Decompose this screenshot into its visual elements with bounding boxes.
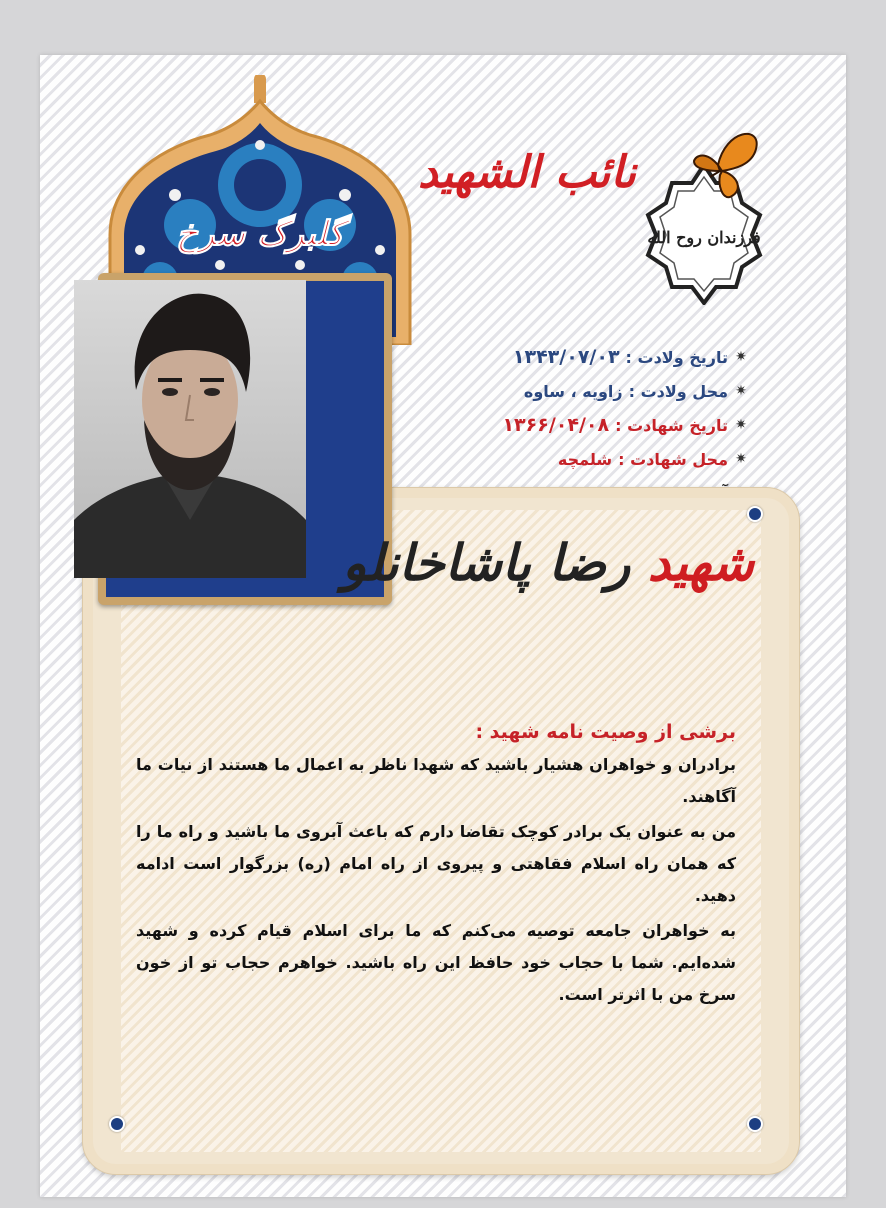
info-label: محل ولادت : xyxy=(628,381,728,401)
star-bullet-icon: ✷ xyxy=(735,451,747,467)
info-value: زاویه ، ساوه xyxy=(523,381,623,401)
will-excerpt xyxy=(136,715,736,1014)
name-full: رضا پاشاخانلو xyxy=(342,533,631,592)
star-bullet-icon: ✷ xyxy=(735,349,747,365)
martyr-name xyxy=(342,533,754,592)
name-prefix: شهید xyxy=(647,533,754,592)
info-value: ۱۳۶۶/۰۴/۰۸ xyxy=(502,414,610,436)
will-paragraph: به خواهران جامعه توصیه می‌کنم که ما برای اسلام قیام کرده و شهید شده‌ایم. شما با حجاب خود حافظ این راه باشید. خواهرم حجاب تو از خون سرخ من با اثرتر است. xyxy=(136,921,736,1004)
corner-dot-icon xyxy=(747,506,763,522)
info-value: شلمچه xyxy=(557,449,613,469)
emblem-badge xyxy=(634,125,774,305)
info-label: محل شهادت : xyxy=(618,449,728,469)
will-title: برشی از وصیت نامه شهید : xyxy=(475,721,736,743)
will-paragraph: برادران و خواهران هشیار باشید که شهدا ناظر به اعمال ما هستند از نیات ما آگاهند. xyxy=(136,755,736,806)
star-bullet-icon: ✷ xyxy=(735,417,747,433)
star-bullet-icon: ✷ xyxy=(735,383,747,399)
info-birth-date xyxy=(388,340,748,374)
martyr-portrait xyxy=(74,280,306,578)
info-value: ۱۳۴۳/۰۷/۰۳ xyxy=(512,346,620,368)
poster-heading: نائب الشهید xyxy=(418,147,636,198)
info-martyrdom-date xyxy=(388,408,748,442)
will-paragraph: من به عنوان یک برادر کوچک تقاضا دارم که باعث آبروی ما باشید و راه ما را که همان راه اسلام فقاهتی و پیروی از راه امام (ره) بزرگوار است ادامه دهید. xyxy=(136,822,736,905)
info-label: تاریخ شهادت : xyxy=(615,415,728,435)
info-label: تاریخ ولادت : xyxy=(625,347,728,367)
info-list xyxy=(388,340,748,510)
corner-dot-icon xyxy=(109,1116,125,1132)
memorial-poster xyxy=(40,55,846,1197)
info-birth-place xyxy=(388,374,748,408)
emblem-text: فرزندان روح الله xyxy=(647,228,761,247)
dome-calligraphy: گلبرگ سرخ xyxy=(176,214,344,254)
info-martyrdom-place xyxy=(388,442,748,476)
corner-dot-icon xyxy=(747,1116,763,1132)
